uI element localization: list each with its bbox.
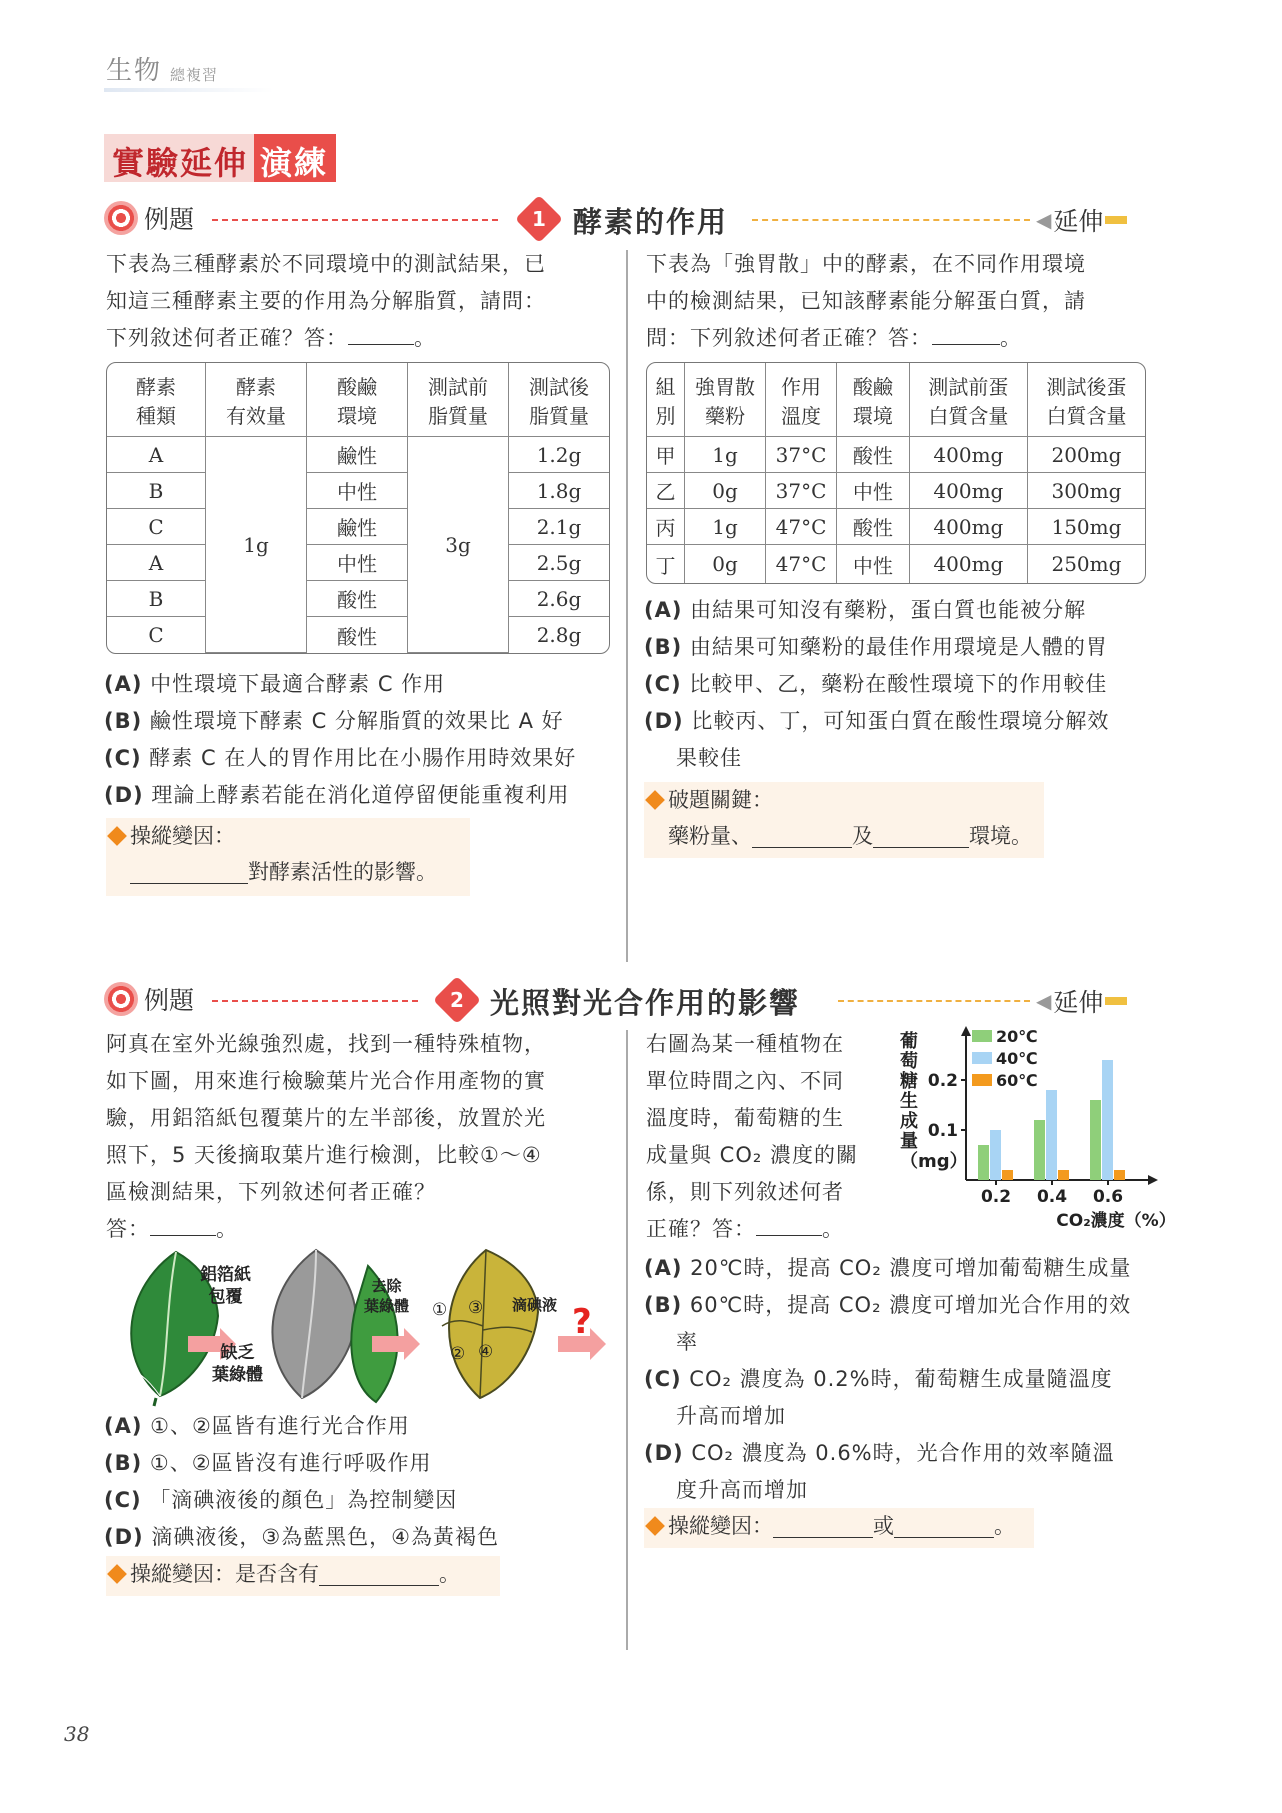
option-text: 60℃時，提高 CO₂ 濃度可增加光合作用的效 xyxy=(689,1293,1132,1317)
target-icon xyxy=(104,201,138,235)
table-cell: A xyxy=(107,437,206,473)
answer-blank[interactable] xyxy=(348,322,414,345)
table-cell: 150mg xyxy=(1028,509,1145,545)
leaf-experiment-figure xyxy=(106,1246,626,1406)
chart-ylabel: 葡萄糖生成量（mg） xyxy=(900,1031,968,1172)
option-c[interactable] xyxy=(644,1361,1164,1398)
leaf-tested xyxy=(442,1250,538,1398)
topic-title: 光照對光合作用的影響 xyxy=(490,986,801,1020)
table-cell: 鹼性 xyxy=(307,509,408,545)
table-cell-merged: 3g xyxy=(408,437,509,653)
key-title-row xyxy=(644,782,1044,818)
table-cell: 2.6g xyxy=(509,581,609,617)
arrow-left-icon: ◀ xyxy=(1036,989,1052,1013)
region-3-label: ③ xyxy=(468,1298,484,1318)
diamond-bullet-icon xyxy=(645,1516,665,1536)
key-title: 破題關鍵： xyxy=(668,788,773,812)
option-d-continued: 果較佳 xyxy=(676,746,742,770)
table-cell: B xyxy=(107,473,206,509)
option-text: CO₂ 濃度為 0.2%時，葡萄糖生成量隨溫度 xyxy=(689,1367,1113,1391)
label-line: 缺乏 xyxy=(220,1343,255,1363)
key-title: 操縱變因： xyxy=(668,1514,773,1538)
option-text: ①、②區皆有進行光合作用 xyxy=(150,1414,410,1438)
section-banner xyxy=(104,134,336,182)
extension-bar xyxy=(1105,997,1127,1005)
table-cell: 400mg xyxy=(910,545,1028,583)
header-line: 測試前 xyxy=(428,374,488,399)
key-blank[interactable] xyxy=(130,861,248,884)
option-a[interactable] xyxy=(644,1250,1164,1287)
option-label: (A) xyxy=(104,1414,143,1438)
option-text: 酵素 C 在人的胃作用比在小腸作用時效果好 xyxy=(149,746,577,770)
header-line: 脂質量 xyxy=(428,403,488,428)
target-icon xyxy=(104,982,138,1016)
ex2-options xyxy=(104,1408,620,1556)
question-text: 答： xyxy=(106,1217,150,1241)
option-label: (D) xyxy=(104,1525,144,1549)
option-label: (A) xyxy=(104,672,143,696)
glucose-chart xyxy=(900,1024,1176,1240)
option-d-continued: 度升高而增加 xyxy=(676,1478,808,1502)
header-line: 環境 xyxy=(337,403,377,428)
option-d[interactable] xyxy=(104,1519,620,1556)
key-text: 。 xyxy=(439,1562,460,1586)
option-c[interactable] xyxy=(104,740,620,777)
table-cell: 250mg xyxy=(1051,552,1122,576)
legend-swatch xyxy=(972,1074,992,1086)
option-label: (B) xyxy=(104,709,143,733)
question-line-answer xyxy=(106,320,614,357)
column-divider xyxy=(626,250,628,962)
table-cell: 中性 xyxy=(837,545,910,583)
option-label: (D) xyxy=(104,783,144,807)
topic-title: 酵素的作用 xyxy=(573,205,729,239)
y-tick-label: 0.1 xyxy=(927,1121,958,1141)
question-line: 如下圖，用來進行檢驗葉片光合作用產物的實 xyxy=(106,1069,546,1093)
x-tick-label: 0.4 xyxy=(1036,1187,1068,1207)
option-text: 理論上酵素若能在消化道停留便能重複利用 xyxy=(151,783,570,807)
table-cell: 乙 xyxy=(647,473,685,509)
table-cell: 0g xyxy=(685,473,766,509)
key-text: 或 xyxy=(873,1514,894,1538)
key-text: 及 xyxy=(852,824,873,848)
option-b[interactable] xyxy=(104,703,620,740)
question-text: 下列敘述何者正確？答： xyxy=(106,326,348,350)
option-text: 滴碘液後，③為藍黑色，④為黃褐色 xyxy=(151,1525,499,1549)
column-divider xyxy=(626,1030,628,1650)
table-header xyxy=(107,363,206,437)
table-cell: 酸性 xyxy=(837,437,910,473)
foil-label xyxy=(200,1264,251,1308)
option-label: (B) xyxy=(104,1451,143,1475)
region-2-label: ② xyxy=(450,1344,466,1364)
header-line: 酵素 xyxy=(236,374,276,399)
label-line: 去除 xyxy=(371,1277,402,1295)
key-blank[interactable] xyxy=(773,1515,873,1538)
option-text: ①、②區皆沒有進行呼吸作用 xyxy=(149,1451,432,1475)
option-text: 中性環境下最適合酵素 C 作用 xyxy=(150,672,446,696)
dash-divider xyxy=(212,1000,418,1002)
question-mark-icon: ? xyxy=(572,1302,592,1342)
x-tick-label: 0.2 xyxy=(980,1187,1012,1207)
bar xyxy=(1114,1170,1125,1180)
subject-subtitle: 總複習 xyxy=(170,66,219,84)
diamond-bullet-icon xyxy=(107,826,127,846)
question-line-answer xyxy=(646,1211,886,1248)
y-axis-arrow xyxy=(961,1026,971,1036)
header-line: 別 xyxy=(655,403,676,428)
bar xyxy=(1102,1060,1113,1180)
header-line: 白質含量 xyxy=(928,403,1009,428)
dash-divider-yellow xyxy=(838,1000,1030,1002)
extension-label xyxy=(1036,202,1127,238)
period: 。 xyxy=(216,1217,238,1241)
extension-text: 延伸 xyxy=(1053,988,1104,1017)
table-header xyxy=(685,363,766,437)
header-line: 白質含量 xyxy=(1046,403,1127,428)
key-title-row xyxy=(106,818,470,854)
option-text: 比較丙、丁，可知蛋白質在酸性環境分解效 xyxy=(691,709,1110,733)
option-text: 20℃時，提高 CO₂ 濃度可增加葡萄糖生成量 xyxy=(690,1256,1132,1280)
bar xyxy=(978,1145,989,1180)
option-b-continued: 率 xyxy=(676,1330,698,1354)
key-text: 環境。 xyxy=(969,824,1032,848)
key-blank[interactable] xyxy=(873,825,969,848)
table-cell: 1g xyxy=(685,437,766,473)
bar xyxy=(1058,1170,1069,1180)
diamond-bullet-icon xyxy=(645,790,665,810)
header-line: 種類 xyxy=(136,403,176,428)
legend-label: 20℃ xyxy=(996,1027,1038,1046)
table-cell: 1.8g xyxy=(509,473,609,509)
key-title: 操縱變因：是否含有 xyxy=(130,1562,319,1586)
x-axis-arrow xyxy=(1148,1175,1158,1185)
key-title: 操縱變因： xyxy=(130,824,235,848)
option-b[interactable] xyxy=(644,1287,1164,1324)
option-d[interactable] xyxy=(644,1435,1164,1472)
key-text: 對酵素活性的影響。 xyxy=(248,860,437,884)
table-cell: 400mg xyxy=(910,473,1028,509)
option-d[interactable] xyxy=(644,703,1164,740)
table-cell: 酸性 xyxy=(307,617,408,653)
table-header xyxy=(647,363,685,437)
label-line: 包覆 xyxy=(208,1287,243,1307)
table-cell: 丙 xyxy=(647,509,685,545)
key-row xyxy=(644,1508,1034,1544)
header-line: 脂質量 xyxy=(529,403,589,428)
table-cell: B xyxy=(107,581,206,617)
enzyme-table xyxy=(106,362,610,654)
dash-divider xyxy=(212,219,498,221)
option-label: (B) xyxy=(644,635,683,659)
question-line-answer xyxy=(646,320,1166,357)
subject-title: 生物 xyxy=(106,56,163,86)
question-line: 知這三種酵素主要的作用為分解脂質，請問： xyxy=(106,289,546,313)
table-header xyxy=(766,363,837,437)
table-cell: 400mg xyxy=(910,509,1028,545)
number-text: 1 xyxy=(532,206,546,231)
protease-table xyxy=(646,362,1146,584)
table-header xyxy=(509,363,609,437)
label-line: 葉綠體 xyxy=(212,1365,263,1385)
header-line: 作用 xyxy=(781,374,822,399)
table-header xyxy=(206,363,307,437)
ex1-key-box xyxy=(106,818,470,896)
x-tick-label: 0.6 xyxy=(1092,1187,1124,1207)
header-line: 酸鹼 xyxy=(337,374,377,399)
table-cell: 2.1g xyxy=(509,509,609,545)
table-cell: 酸性 xyxy=(307,581,408,617)
example-label-text: 例題 xyxy=(144,986,195,1015)
answer-blank[interactable] xyxy=(756,1213,822,1236)
legend-swatch xyxy=(972,1052,992,1064)
answer-blank[interactable] xyxy=(932,322,1000,345)
option-label: (C) xyxy=(104,746,142,770)
question-line: 驗，用鋁箔紙包覆葉片的左半部後，放置於光 xyxy=(106,1106,546,1130)
answer-blank[interactable] xyxy=(150,1213,216,1236)
example2-label xyxy=(104,981,194,1017)
question-text: 問：下列敘述何者正確？答： xyxy=(646,326,932,350)
chart-plot xyxy=(922,1024,1176,1238)
table-cell: 200mg xyxy=(1028,437,1145,473)
option-c[interactable] xyxy=(644,666,1164,703)
option-d[interactable] xyxy=(104,777,620,814)
option-text: CO₂ 濃度為 0.6%時，光合作用的效率隨溫 xyxy=(691,1441,1115,1465)
legend-label: 60℃ xyxy=(996,1071,1038,1090)
question-line: 係，則下列敘述何者 xyxy=(646,1180,844,1204)
header-line: 強胃散 xyxy=(695,374,756,399)
banner-part2: 演練 xyxy=(254,134,336,182)
table-cell: 甲 xyxy=(647,437,685,473)
table-cell: C xyxy=(107,509,206,545)
option-label: (C) xyxy=(644,1367,682,1391)
question-line: 中的檢測結果，已知該酵素能分解蛋白質，請 xyxy=(646,289,1086,313)
ext1-options xyxy=(644,592,1164,777)
diamond-bullet-icon xyxy=(107,1564,127,1584)
x-axis-label: CO₂濃度（%） xyxy=(1056,1211,1176,1231)
question-line: 溫度時，葡萄糖的生 xyxy=(646,1106,844,1130)
number-text: 2 xyxy=(450,987,464,1012)
page-number: 38 xyxy=(64,1722,90,1746)
table-cell: 丁 xyxy=(647,545,685,583)
key-row xyxy=(106,1556,500,1592)
option-label: (D) xyxy=(644,1441,684,1465)
option-label: (C) xyxy=(644,672,682,696)
option-label: (A) xyxy=(644,598,683,622)
header-underline xyxy=(104,88,274,92)
ext2-key-box xyxy=(644,1508,1034,1548)
key-text: 。 xyxy=(994,1514,1015,1538)
table-cell: 2.5g xyxy=(509,545,609,581)
iodine-label: 滴碘液 xyxy=(512,1296,558,1314)
legend-label: 40℃ xyxy=(996,1049,1038,1068)
ext2-question xyxy=(646,1026,886,1248)
example1-label xyxy=(104,200,194,236)
option-text: 由結果可知沒有藥粉，蛋白質也能被分解 xyxy=(690,598,1087,622)
option-label: (B) xyxy=(644,1293,683,1317)
key-blank[interactable] xyxy=(752,825,852,848)
header-line: 酸鹼 xyxy=(852,374,893,399)
bar xyxy=(1090,1100,1101,1180)
dash-divider-yellow xyxy=(752,219,1030,221)
question-line: 下表為「強胃散」中的酵素，在不同作用環境 xyxy=(646,252,1086,276)
ex2-key-box xyxy=(106,1556,500,1596)
table-header xyxy=(1028,363,1145,437)
bar xyxy=(990,1130,1001,1180)
key-blank[interactable] xyxy=(894,1515,994,1538)
table-header xyxy=(307,363,408,437)
region-4-label: ④ xyxy=(478,1342,494,1362)
header-line: 測試後 xyxy=(529,374,589,399)
question-line: 成量與 CO₂ 濃度的關 xyxy=(646,1143,858,1167)
example-label-text: 例題 xyxy=(144,205,195,234)
lacking-chlorophyll-label xyxy=(212,1342,263,1386)
option-text: 由結果可知藥粉的最佳作用環境是人體的胃 xyxy=(689,635,1108,659)
table-cell: 37°C xyxy=(766,437,837,473)
header-line: 環境 xyxy=(852,403,893,428)
question-text: 正確？答： xyxy=(646,1217,756,1241)
table-cell: 中性 xyxy=(307,473,408,509)
table-cell: C xyxy=(107,617,206,653)
header-line: 有效量 xyxy=(226,403,286,428)
option-label: (D) xyxy=(644,709,684,733)
option-b[interactable] xyxy=(104,1445,620,1482)
table-cell: A xyxy=(107,545,206,581)
question-line-answer xyxy=(106,1211,622,1248)
header-line: 酵素 xyxy=(136,374,176,399)
table-cell: 1g xyxy=(685,509,766,545)
table-cell: 47°C xyxy=(766,509,837,545)
question-line: 單位時間之內、不同 xyxy=(646,1069,844,1093)
table-cell-merged: 1g xyxy=(206,437,307,653)
option-text: 比較甲、乙，藥粉在酸性環境下的作用較佳 xyxy=(689,672,1108,696)
question-line: 照下，5 天後摘取葉片進行檢測，比較①～④ xyxy=(106,1143,542,1167)
ext1-question xyxy=(646,246,1166,357)
option-label: (A) xyxy=(644,1256,683,1280)
question-line: 阿真在室外光線強烈處，找到一種特殊植物， xyxy=(106,1032,546,1056)
key-text-row xyxy=(106,854,470,890)
label-line: 葉綠體 xyxy=(364,1297,410,1315)
table-cell: 酸性 xyxy=(837,509,910,545)
table-cell: 中性 xyxy=(307,545,408,581)
option-b[interactable] xyxy=(644,629,1164,666)
table-cell: 300mg xyxy=(1028,473,1145,509)
table-cell: 2.8g xyxy=(536,623,582,647)
table-cell: 47°C xyxy=(766,545,837,583)
period: 。 xyxy=(822,1217,844,1241)
header-line: 溫度 xyxy=(781,403,822,428)
option-a[interactable] xyxy=(104,1408,620,1445)
option-a[interactable] xyxy=(644,592,1164,629)
leaf-gray xyxy=(272,1250,356,1398)
table-cell: 37°C xyxy=(766,473,837,509)
ex1-question xyxy=(106,246,614,357)
bar xyxy=(1034,1120,1045,1180)
extension-bar xyxy=(1105,216,1127,224)
region-1-label: ① xyxy=(432,1300,448,1320)
label-line: 鋁箔紙 xyxy=(200,1265,251,1285)
number-badge xyxy=(433,976,481,1024)
key-text: 藥粉量、 xyxy=(668,824,752,848)
header-line: 組 xyxy=(655,374,676,399)
question-line: 右圖為某一種植物在 xyxy=(646,1032,844,1056)
period: 。 xyxy=(414,326,436,350)
header-line: 測試前蛋 xyxy=(928,374,1009,399)
question-line: 下表為三種酵素於不同環境中的測試結果，已 xyxy=(106,252,546,276)
table-cell: 1.2g xyxy=(509,437,609,473)
key-text-row xyxy=(644,818,1044,854)
table-cell: 鹼性 xyxy=(307,437,408,473)
header-line: 藥粉 xyxy=(705,403,746,428)
ex1-options xyxy=(104,666,620,814)
table-header xyxy=(910,363,1028,437)
option-text: 「滴碘液後的顏色」為控制變因 xyxy=(149,1488,458,1512)
header-line: 測試後蛋 xyxy=(1046,374,1127,399)
table-cell: 0g xyxy=(685,545,766,583)
banner-part1: 實驗延伸 xyxy=(104,134,254,182)
ext2-options xyxy=(644,1250,1164,1509)
option-c-continued: 升高而增加 xyxy=(676,1404,786,1428)
remove-chlorophyll-label xyxy=(364,1276,409,1316)
table-header xyxy=(837,363,910,437)
key-blank[interactable] xyxy=(319,1563,439,1586)
period: 。 xyxy=(1000,326,1022,350)
table-cell: 中性 xyxy=(837,473,910,509)
extension-label xyxy=(1036,983,1127,1019)
ext1-key-box xyxy=(644,782,1044,858)
question-line: 區檢測結果，下列敘述何者正確？ xyxy=(106,1180,436,1204)
extension-text: 延伸 xyxy=(1053,207,1104,236)
option-a[interactable] xyxy=(104,666,620,703)
option-text: 鹼性環境下酵素 C 分解脂質的效果比 A 好 xyxy=(149,709,564,733)
bar xyxy=(1046,1090,1057,1180)
option-c[interactable] xyxy=(104,1482,620,1519)
table-header xyxy=(408,363,509,437)
option-label: (C) xyxy=(104,1488,142,1512)
number-badge xyxy=(515,195,563,243)
bar xyxy=(1002,1170,1013,1180)
y-tick-label: 0.2 xyxy=(927,1071,958,1091)
arrow-left-icon: ◀ xyxy=(1036,208,1052,232)
table-cell: 400mg xyxy=(910,437,1028,473)
ex2-question xyxy=(106,1026,622,1248)
legend-swatch xyxy=(972,1030,992,1042)
